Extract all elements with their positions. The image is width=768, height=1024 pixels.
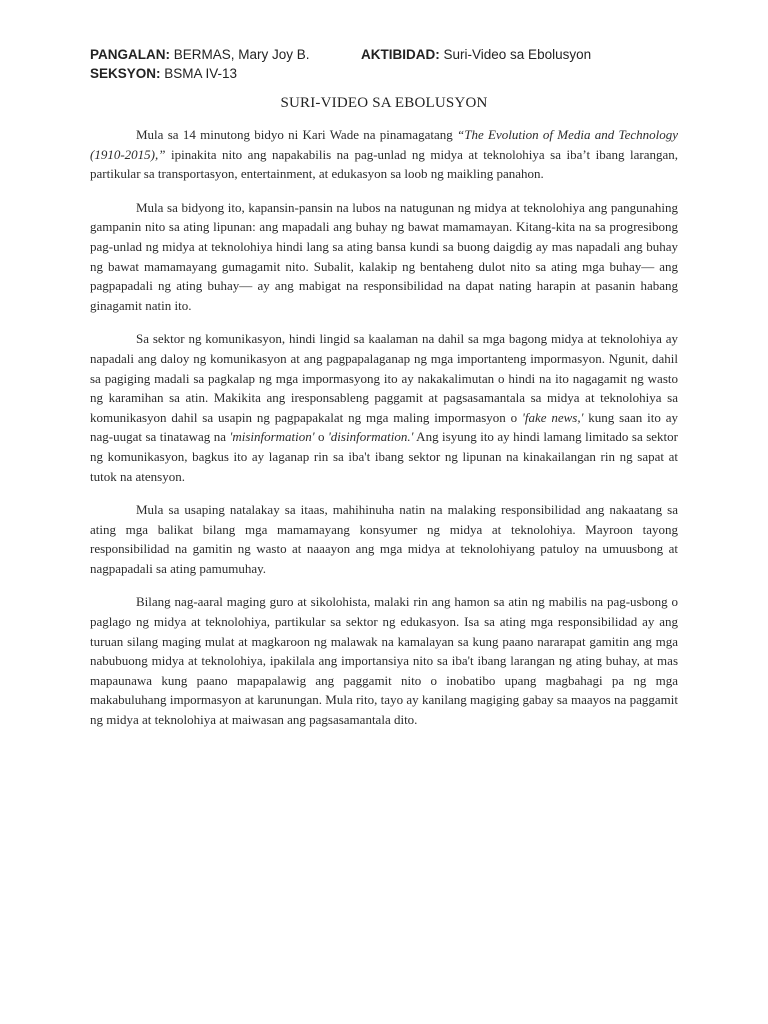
paragraph: [90, 592, 678, 729]
text-run: o: [314, 429, 329, 445]
text-run: Ang isyung ito ay hindi lamang limitado sa sektor ng komunikasyon, bagkus ito ay laganap rin sa iba't ibang sektor ng lipunan na kinakailangan rin ng sapat at tutok na atensyon.: [90, 429, 678, 484]
text-run: ipinakita nito ang napakabilis na pag-unlad ng midya at teknolohiya sa iba’t ibang larangan, partikular sa transportasyon, entertainment, at edukasyon sa loob ng maikling panahon.: [90, 146, 678, 182]
section-label: SEKSYON:: [90, 66, 161, 81]
paragraph: [90, 125, 678, 184]
text-run: Mula sa 14 minutong bidyo ni Kari Wade na pinamagatang: [136, 127, 458, 142]
text-run: Mula sa usaping natalakay sa itaas, mahihinuha natin na malaking responsibilidad ang nakaatang sa ating mga balikat bilang mga mamamayang konsyumer ng midya at teknolohiya. Mayroon tayong responsibilidad na gamitin ng wasto at naaayon ang mga midya at teknolohiyang patuloy na umuusbong at nagpapadali sa ating pamumuhay.: [90, 502, 678, 576]
header-block: [90, 45, 678, 83]
header-row-name-activity: [90, 45, 678, 64]
italic-text-run: 'fake news,': [522, 409, 584, 425]
italic-text-run: 'disinformation.': [328, 429, 414, 445]
header-row-section: [90, 64, 678, 83]
paragraph: [90, 329, 678, 486]
section-value: BSMA IV-13: [164, 66, 238, 81]
text-run: Bilang nag-aaral maging guro at sikolohista, malaki rin ang hamon sa atin ng mabilis na pag-usbong o paglago ng midya at teknolohiya, partikular sa sektor ng edukasyon. Isa sa ating mga responsibilidad ay ang turuan silang maging mulat at magkaroon ng malawak na kamalayan sa kung paano nararapat gamitin ang mga nabubuong midya at teknolohiya, ipakilala ang importansiya nito sa iba't ibang larangan ng ating buhay, at mas mapaunawa kung paano mapapalawig ang paggamit nito o inobatibo upang magbahagi pa ng mga makabuluhang impormasyon at karunungan. Mula rito, tayo ay kanilang magiging gabay sa maayos na paggamit ng midya at teknolohiya at maiwasan ang pagsasamantala dito.: [90, 594, 678, 728]
name-value: BERMAS, Mary Joy B.: [173, 47, 310, 62]
text-run: kung saan ito ay nag-uugat sa tinatawag na: [90, 409, 678, 445]
italic-text-run: “The Evolution of Media and Technology (1910-2015),”: [90, 127, 679, 162]
section-field: [90, 66, 237, 81]
activity-value: Suri-Video sa Ebolusyon: [443, 47, 592, 62]
italic-text-run: 'misinformation': [229, 429, 315, 445]
activity-field: [361, 45, 591, 64]
name-label: PANGALAN:: [90, 47, 170, 62]
activity-label: AKTIBIDAD:: [361, 47, 440, 62]
body-text: [90, 125, 678, 730]
document-title: SURI-VIDEO SA EBOLUSYON: [280, 95, 488, 111]
paragraph: [90, 198, 678, 316]
paragraph: [90, 500, 678, 578]
document-page: [90, 45, 678, 744]
text-run: Sa sektor ng komunikasyon, hindi lingid sa kaalaman na dahil sa mga bagong midya at teknolohiya ay napadali ang daloy ng komunikasyon at ang pagpapalaganap ng mga importanteng impormasyon. Ngunit, dahil sa pagiging madali sa pagkalap ng mga impormasyong ito ay nakakalimutan o hindi na ito nagagamit ng wasto ng karamihan sa atin. Makikita ang iresponsableng paggamit at pagsasamantala sa midya at teknolohiya sa komunikasyon dahil sa usapin ng pagpapakalat ng mga maling impormasyon o: [90, 331, 678, 425]
text-run: Mula sa bidyong ito, kapansin-pansin na lubos na natugunan ng midya at teknolohiya ang pangunahing gampanin nito sa ating lipunan: ang mapadali ang buhay ng bawat mamamayan. Kitang-kita na sa progresibong pag-unlad ng midya at teknolohiya hindi lang sa ating bansa kundi sa buong daigdig ay mas napadali ang buhay ng bawat mamamayang gumagamit nito. Subalit, kalakip ng bentaheng dulot nito sa ating mga buhay— ang pagpapadali ng ating buhay— ay ang mabigat na responsibilidad na dapat nating harapin at pasanin habang ginagamit natin ito.: [90, 199, 678, 313]
name-field: [90, 47, 310, 62]
